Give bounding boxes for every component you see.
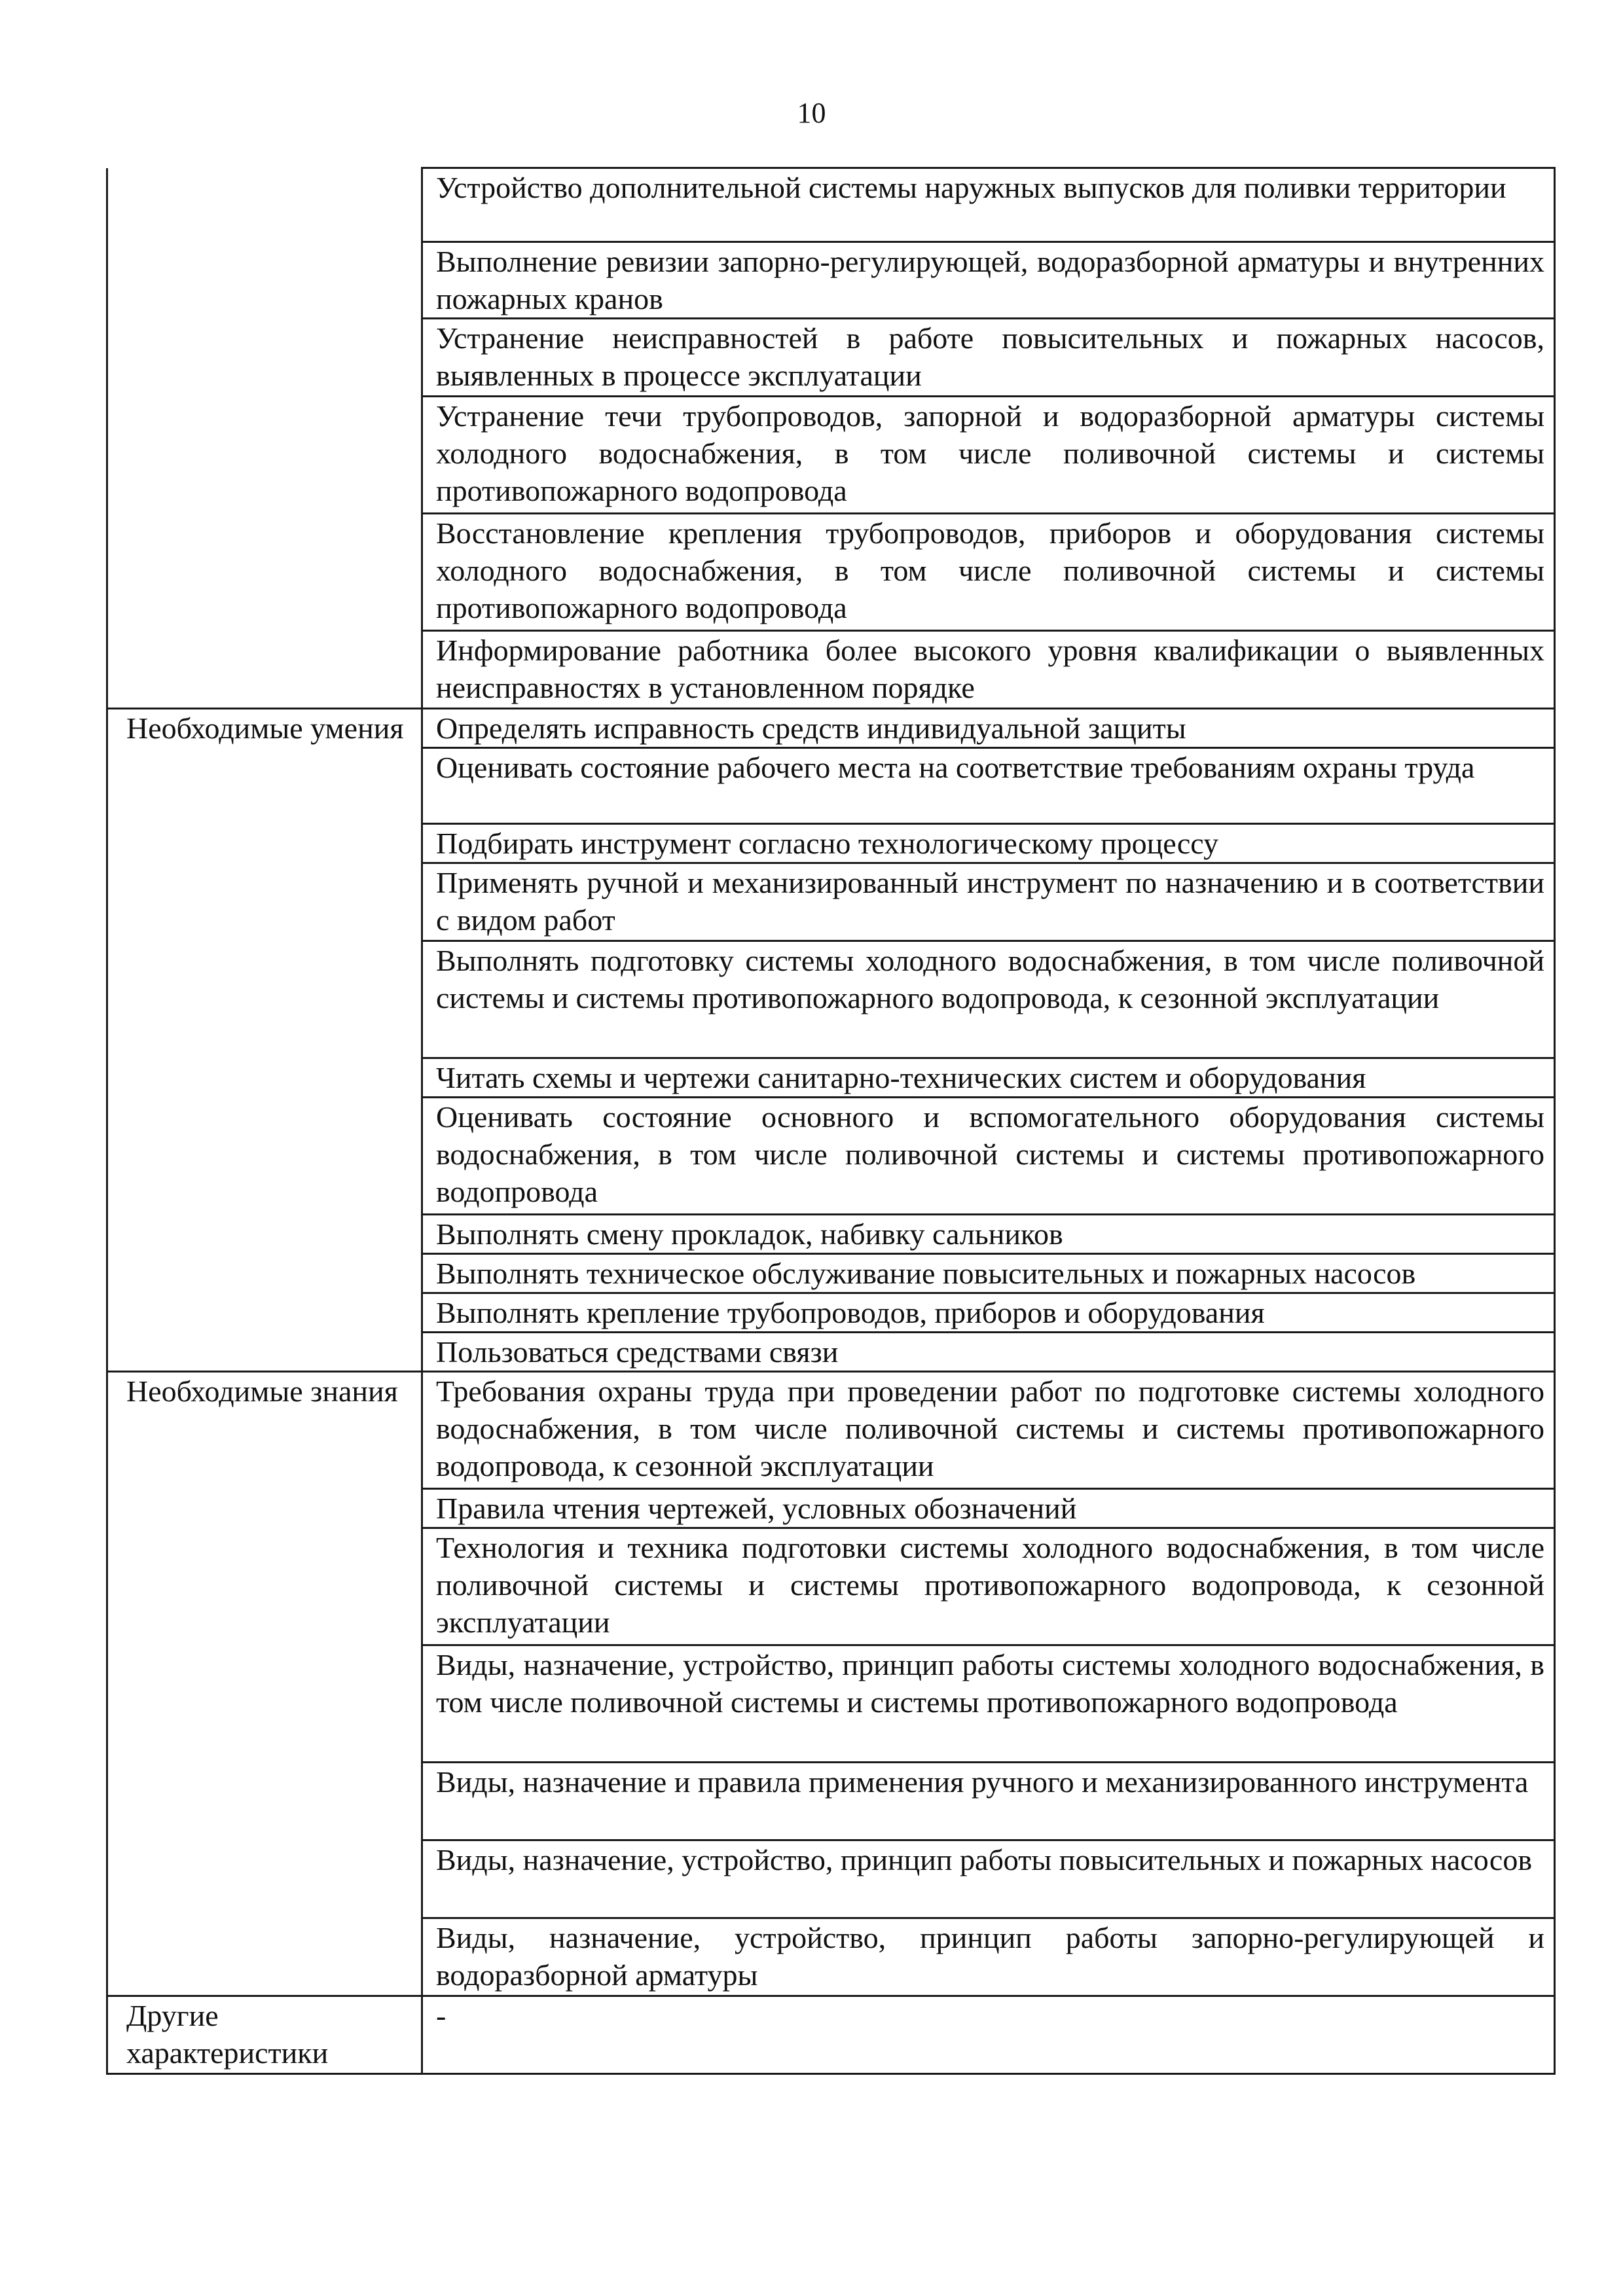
table-row <box>107 1372 1555 1489</box>
table-cell-item: Виды, назначение и правила применения ручного и механизированного инструмента <box>422 1763 1555 1840</box>
table-cell-item: Восстановление крепления трубопроводов, приборов и оборудования системы холодного водоснабжения, в том числе поливочной системы и системы противопожарного водопровода <box>422 514 1555 631</box>
table-cell-item: Пользоваться средствами связи <box>422 1333 1555 1372</box>
table-row <box>107 168 1555 242</box>
table-cell-item: Виды, назначение, устройство, принцип работы повысительных и пожарных насосов <box>422 1840 1555 1918</box>
section-label-other: Другие характеристики <box>107 1996 422 2074</box>
table-cell-item: Выполнение ревизии запорно-регулирующей, водоразборной арматуры и внутренних пожарных кранов <box>422 242 1555 319</box>
section-label-continued <box>107 168 422 709</box>
table-cell-item: Устройство дополнительной системы наружных выпусков для поливки территории <box>422 168 1555 242</box>
table-cell-item: - <box>422 1996 1555 2074</box>
table-cell-item: Информирование работника более высокого уровня квалификации о выявленных неисправностях в установленном порядке <box>422 631 1555 709</box>
page-number: 10 <box>797 97 826 129</box>
table-cell-item: Виды, назначение, устройство, принцип работы системы холодного водоснабжения, в том числе поливочной системы и системы противопожарного водопровода <box>422 1645 1555 1763</box>
table-cell-item: Требования охраны труда при проведении работ по подготовке системы холодного водоснабжения, в том числе поливочной системы и системы противопожарного водопровода, к сезонной эксплуатации <box>422 1372 1555 1489</box>
section-label-knowledge: Необходимые знания <box>107 1372 422 1996</box>
table-cell-item: Выполнять смену прокладок, набивку сальников <box>422 1215 1555 1254</box>
table-cell-item: Выполнять подготовку системы холодного водоснабжения, в том числе поливочной системы и системы противопожарного водопровода, к сезонной эксплуатации <box>422 941 1555 1058</box>
table-cell-item: Оценивать состояние основного и вспомогательного оборудования системы водоснабжения, в том числе поливочной системы и системы противопожарного водопровода <box>422 1098 1555 1215</box>
table-cell-item: Устранение неисправностей в работе повысительных и пожарных насосов, выявленных в процессе эксплуатации <box>422 319 1555 397</box>
table-row <box>107 709 1555 748</box>
table-cell-item: Подбирать инструмент согласно технологическому процессу <box>422 824 1555 863</box>
table-cell-item: Технология и техника подготовки системы холодного водоснабжения, в том числе поливочной системы и системы противопожарного водопровода, к сезонной эксплуатации <box>422 1528 1555 1645</box>
requirements-table <box>106 167 1556 2075</box>
table-cell-item: Применять ручной и механизированный инструмент по назначению и в соответствии с видом работ <box>422 863 1555 941</box>
table-cell-item: Определять исправность средств индивидуальной защиты <box>422 709 1555 748</box>
table-cell-item: Выполнять техническое обслуживание повысительных и пожарных насосов <box>422 1254 1555 1293</box>
section-label-skills: Необходимые умения <box>107 709 422 1372</box>
table-cell-item: Читать схемы и чертежи санитарно-технических систем и оборудования <box>422 1058 1555 1098</box>
table-row <box>107 1996 1555 2074</box>
table-cell-item: Устранение течи трубопроводов, запорной и водоразборной арматуры системы холодного водоснабжения, в том числе поливочной системы и системы противопожарного водопровода <box>422 397 1555 514</box>
table-cell-item: Выполнять крепление трубопроводов, приборов и оборудования <box>422 1293 1555 1333</box>
table-cell-item: Виды, назначение, устройство, принцип работы запорно-регулирующей и водоразборной арматуры <box>422 1918 1555 1996</box>
table-cell-item: Оценивать состояние рабочего места на соответствие требованиям охраны труда <box>422 748 1555 824</box>
table-cell-item: Правила чтения чертежей, условных обозначений <box>422 1489 1555 1528</box>
